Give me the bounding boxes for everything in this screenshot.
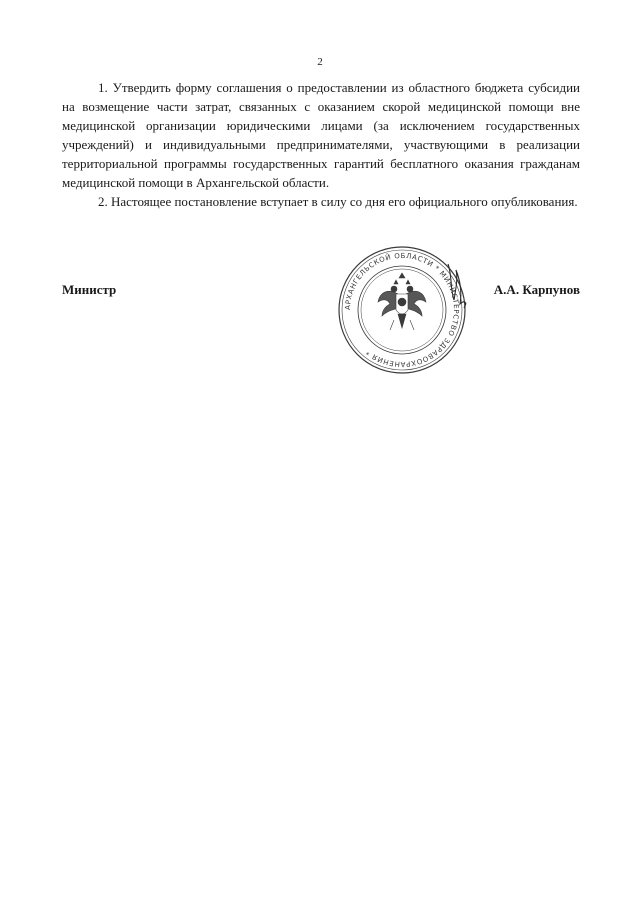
signer-position: Министр	[62, 282, 117, 297]
double-headed-eagle-icon	[378, 273, 426, 330]
seal-ring-text: АРХАНГЕЛЬСКОЙ ОБЛАСТИ * МИНИСТЕРСТВО ЗДРАВООХРАНЕНИЯ *	[343, 251, 461, 369]
signer-name: А.А. Карпунов	[493, 282, 580, 297]
document-body	[62, 78, 580, 211]
official-seal	[336, 244, 468, 376]
page-number: 2	[317, 56, 323, 68]
signature-row	[62, 282, 580, 312]
paragraph-2: 2. Настоящее постановление вступает в силу со дня его официального опубликования.	[98, 194, 578, 209]
paragraph-1: 1. Утвердить форму соглашения о предоставлении из областного бюджета субсидии на возмещение части затрат, связанных с оказанием скорой медицинской помощи вне медицинской организации юридическими лицами (за исключением государственных учреждений) и индивидуальными предпринимателями, участвующими в реализации территориальной программы государственных гарантий бесплатного оказания гражданам медицинской помощи в Архангельской области.	[62, 80, 580, 190]
